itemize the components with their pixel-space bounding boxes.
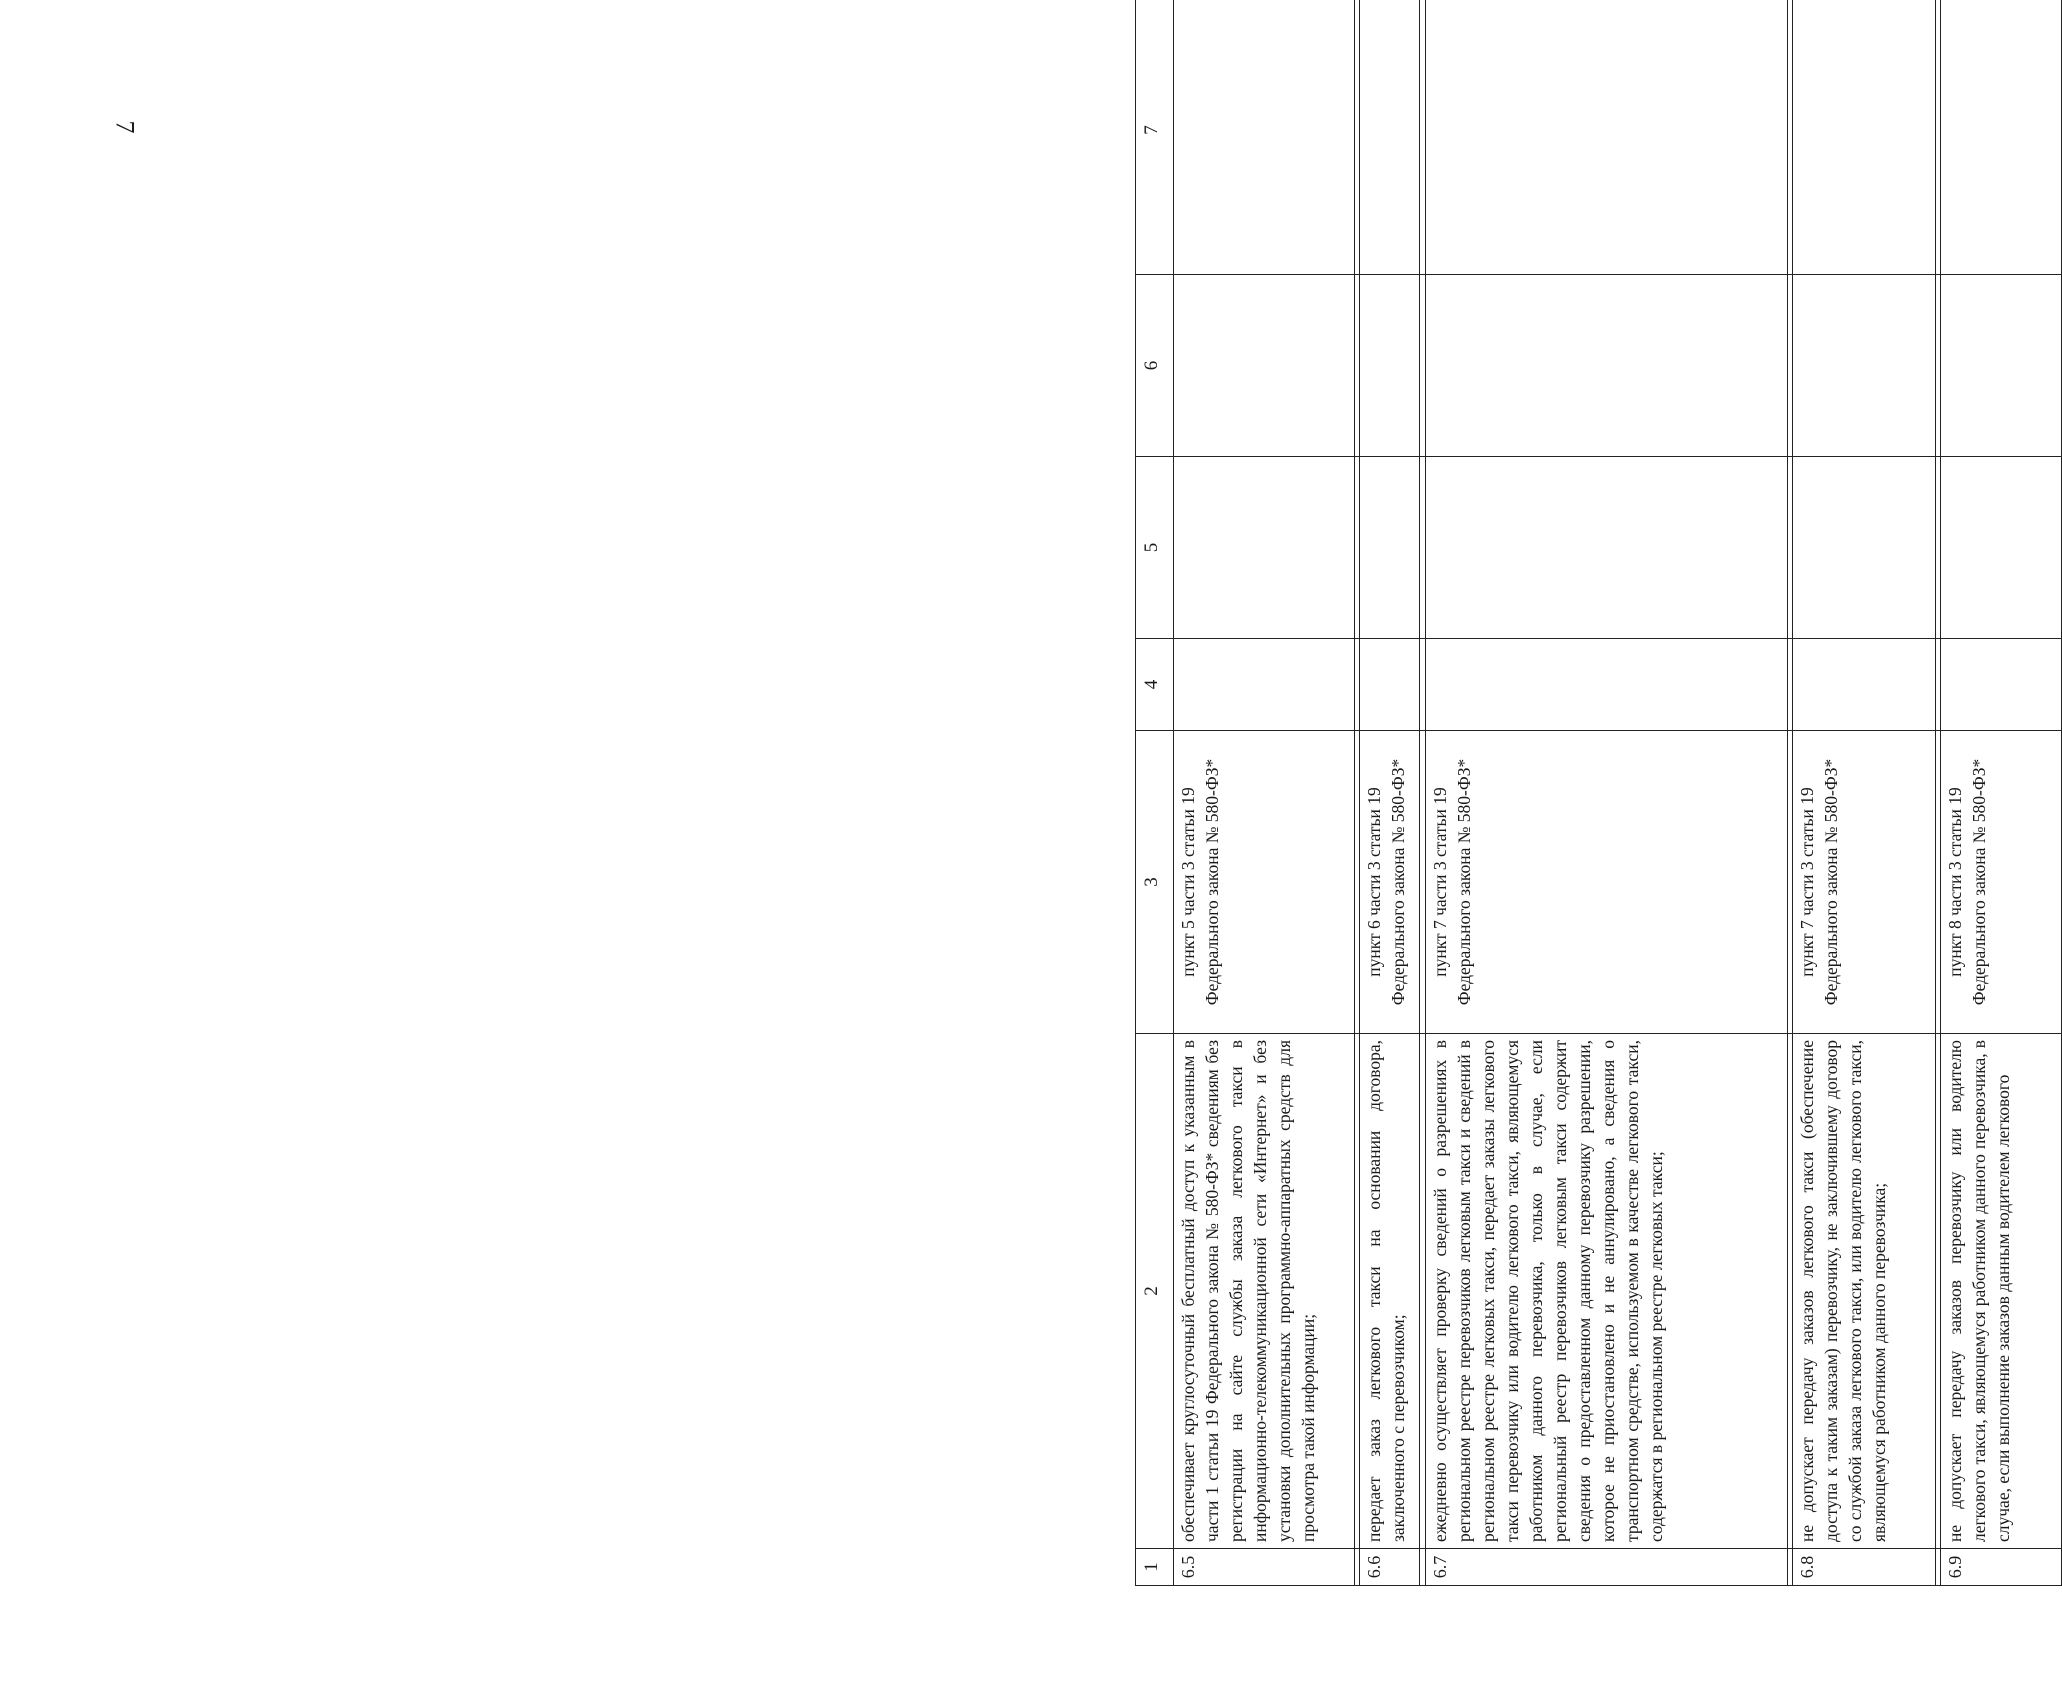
legal-basis-line: Федерального закона № 580-ФЗ* — [1454, 758, 1475, 1006]
row-number: 6.6 — [1360, 1549, 1420, 1586]
legal-basis-line: Федерального закона № 580-ФЗ* — [1969, 758, 1990, 1006]
row-number: 6.8 — [1793, 1549, 1936, 1586]
row-number: 6.7 — [1426, 1549, 1787, 1586]
page-number: 7 — [110, 120, 140, 134]
requirement-text: ежедневно осуществляет проверку сведений о разрешениях в региональном реестре перевозчиков легковым такси и сведений в региональном реестре легковых такси, передает заказы легкового такси перевозчику или водителю легкового такси, являющемуся работником данного перевозчика, только в случае, если региональный реестр перевозчиков легковым такси содержит сведения о предоставленном данному перевозчику разрешении, которое не приостановлено и не аннулировано, а сведения о транспортном средстве, используемом в качестве легкового такси, содержатся в региональном реестре легковых такси; — [1426, 1034, 1787, 1549]
table-row — [1173, 0, 1354, 1586]
empty-cell — [1793, 0, 1936, 275]
legal-basis-line: Федерального закона № 580-ФЗ* — [1821, 758, 1842, 1006]
empty-cell — [1793, 457, 1936, 639]
empty-cell — [1173, 457, 1354, 639]
requirements-table — [1135, 0, 2062, 1586]
column-header: 2 — [1136, 1034, 1174, 1549]
legal-basis — [1426, 731, 1787, 1034]
empty-cell — [1793, 639, 1936, 731]
empty-cell — [1941, 0, 2062, 275]
legal-basis-line: пункт 7 части 3 статьи 19 — [1797, 787, 1818, 977]
empty-cell — [1426, 275, 1787, 457]
column-header: 7 — [1136, 0, 1174, 275]
legal-basis-line: пункт 6 части 3 статьи 19 — [1364, 787, 1385, 977]
table-row — [1426, 0, 1787, 1586]
table-row — [1941, 0, 2062, 1586]
column-header: 6 — [1136, 275, 1174, 457]
table-row — [1360, 0, 1420, 1586]
table-row — [1793, 0, 1936, 1586]
legal-basis-line: Федерального закона № 580-ФЗ* — [1201, 758, 1222, 1006]
rotated-table-container — [1135, 0, 2062, 1586]
row-number: 6.9 — [1941, 1549, 2062, 1586]
requirement-text: не допускает передачу заказов перевозчику или водителю легкового такси, являющемуся работником данного перевозчика, в случае, если выполнение заказов данным водителем легкового — [1941, 1034, 2062, 1549]
requirement-text: обеспечивает круглосуточный бесплатный доступ к указанным в части 1 статьи 19 Федерального закона № 580-ФЗ* сведениям без регистрации на сайте службы заказа легкового такси в информационно-телекоммуникационной сети «Интернет» и без установки дополнительных программно-аппаратных средств для просмотра такой информации; — [1173, 1034, 1354, 1549]
column-header: 4 — [1136, 639, 1174, 731]
empty-cell — [1426, 0, 1787, 275]
column-header: 1 — [1136, 1549, 1174, 1586]
empty-cell — [1941, 275, 2062, 457]
empty-cell — [1426, 457, 1787, 639]
column-header: 3 — [1136, 731, 1174, 1034]
empty-cell — [1360, 275, 1420, 457]
empty-cell — [1941, 457, 2062, 639]
empty-cell — [1173, 639, 1354, 731]
legal-basis — [1173, 731, 1354, 1034]
empty-cell — [1360, 0, 1420, 275]
empty-cell — [1360, 457, 1420, 639]
empty-cell — [1793, 275, 1936, 457]
requirement-text: передает заказ легкового такси на основании договора, заключенного с перевозчиком; — [1360, 1034, 1420, 1549]
legal-basis-line: Федерального закона № 580-ФЗ* — [1388, 758, 1409, 1006]
empty-cell — [1426, 639, 1787, 731]
column-header: 5 — [1136, 457, 1174, 639]
legal-basis-line: пункт 7 части 3 статьи 19 — [1430, 787, 1451, 977]
legal-basis — [1941, 731, 2062, 1034]
legal-basis — [1793, 731, 1936, 1034]
legal-basis-line: пункт 8 части 3 статьи 19 — [1945, 787, 1966, 977]
table-header-row — [1136, 0, 1174, 1586]
empty-cell — [1941, 639, 2062, 731]
empty-cell — [1173, 0, 1354, 275]
requirement-text: не допускает передачу заказов легкового такси (обеспечение доступа к таким заказам) перевозчику, не заключившему договор со службой заказа легкового такси, или водителю легкового такси, являющемуся работником данного перевозчика; — [1793, 1034, 1936, 1549]
legal-basis — [1360, 731, 1420, 1034]
empty-cell — [1173, 275, 1354, 457]
legal-basis-line: пункт 5 части 3 статьи 19 — [1177, 787, 1198, 977]
row-number: 6.5 — [1173, 1549, 1354, 1586]
empty-cell — [1360, 639, 1420, 731]
